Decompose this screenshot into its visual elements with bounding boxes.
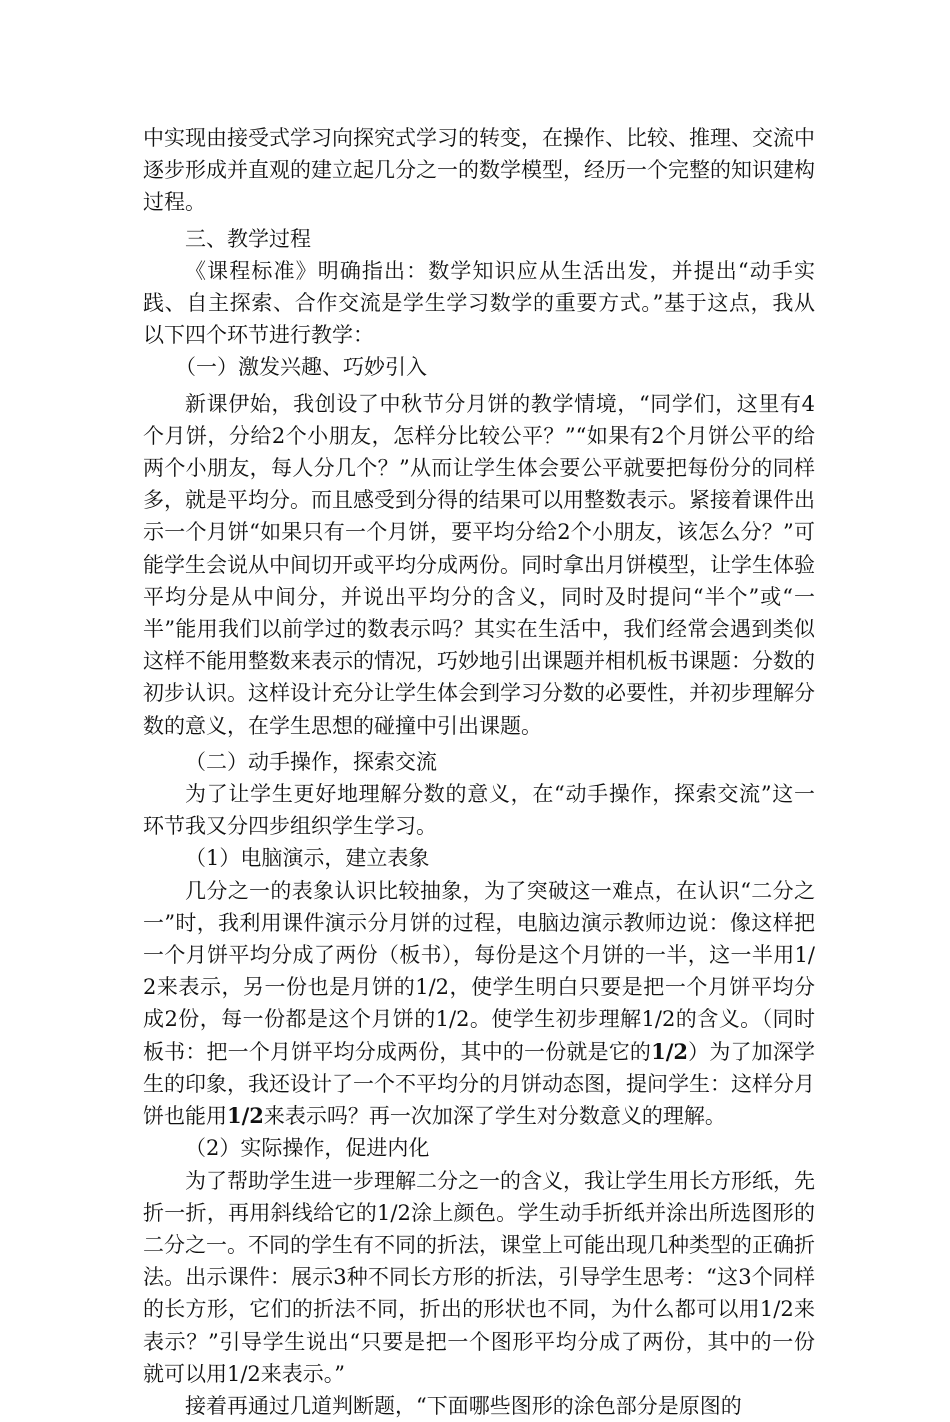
paragraph-mooncake-introduction: 新课伊始，我创设了中秋节分月饼的教学情境，“同学们，这里有4个月饼，分给2个小朋友，怎样分比较公平？”“如果有2个月饼公平的给两个小朋友，每人分几个？”从而让学生体会要公平就要把每份分的同样多，就是平均分。而且感受到分得的结果可以用整数表示。紧接着课件出示一个月饼“如果只有一个月饼，要平均分给2个小朋友，该怎么分？”可能学生会说从中间切开或平均分成两份。同时拿出月饼模型，让学生体验平均分是从中间分，并说出平均分的含义，同时及时提问“半个”或“一半”能用我们以前学过的数表示吗？其实在生活中，我们经常会遇到类似这样不能用整数来表示的情况，巧妙地引出课题并相机板书课题：分数的初步认识。这样设计充分让学生体会到学习分数的必要性，并初步理解分数的意义，在学生思想的碰撞中引出课题。 [143, 391, 815, 738]
paragraph-computer-demo-text-3: 来表示吗？再一次加深了学生对分数意义的理解。 [263, 1104, 726, 1129]
paragraph-paper-folding: 为了帮助学生进一步理解二分之一的含义，我让学生用长方形纸，先折一折，再用斜线给它的1/2涂上颜色。学生动手折纸并涂出所选图形的二分之一。不同的学生有不同的折法，课堂上可能出现几种类型的正确折法。出示课件：展示3种不同长方形的折法，引导学生思考：“这3个同样的长方形，它们的折法不同，折出的形状也不同，为什么都可以用1/2来表示？”引导学生说出“只要是把一个图形平均分成了两份，其中的一份就可以用1/2来表示。” [143, 1168, 815, 1386]
document-body [143, 122, 815, 1422]
paragraph-computer-demo-text-1: 几分之一的表象认识比较抽象，为了突破这一难点，在认识“二分之一”时，我利用课件演示分月饼的过程，电脑边演示教师边说：像这样把一个月饼平均分成了两份（板书），每份是这个月饼的一半，这一半用1/2来表示，另一份也是月饼的1/2，使学生明白只要是把一个月饼平均分成2份，每一份都是这个月饼的1/2。使学生初步理解1/2的含义。（同时板书：把一个月饼平均分成两份，其中的一份就是它的 [143, 878, 815, 1064]
paragraph-process-summary: 中实现由接受式学习向探究式学习的转变，在操作、比较、推理、交流中逐步形成并直观的建立起几分之一的数学模型，经历一个完整的知识建构过程。 [143, 126, 815, 215]
subheading-step-two: （2）实际操作，促进内化 [185, 1136, 430, 1161]
paragraph-four-steps: 为了让学生更好地理解分数的意义，在“动手操作，探索交流”这一环节我又分四步组织学生学习。 [143, 782, 815, 839]
subheading-stage-two: （二）动手操作，探索交流 [185, 749, 437, 774]
fraction-half-bold-1: 1/2 [651, 1038, 688, 1064]
paragraph-judgement-questions: 接着再通过几道判断题，“下面哪些图形的涂色部分是原图的 [185, 1393, 742, 1418]
paragraph-computer-demo-text-2: ）为了加深学生的印象，我还设计了一个不平均分的月饼动态图，提问学生：这样分月饼也能用 [143, 1039, 816, 1129]
subheading-step-one: （1）电脑演示，建立表象 [185, 846, 430, 871]
fraction-half-bold-2: 1/2 [227, 1103, 264, 1129]
paragraph-curriculum-standard: 《课程标准》明确指出：数学知识应从生活出发，并提出“动手实践、自主探索、合作交流是学生学习数学的重要方式。”基于这点，我从以下四个环节进行教学： [143, 258, 815, 348]
section-heading-teaching-process: 三、教学过程 [185, 226, 311, 251]
subheading-stage-one: （一）激发兴趣、巧妙引入 [175, 355, 427, 380]
paragraph-computer-demo [143, 875, 815, 1133]
